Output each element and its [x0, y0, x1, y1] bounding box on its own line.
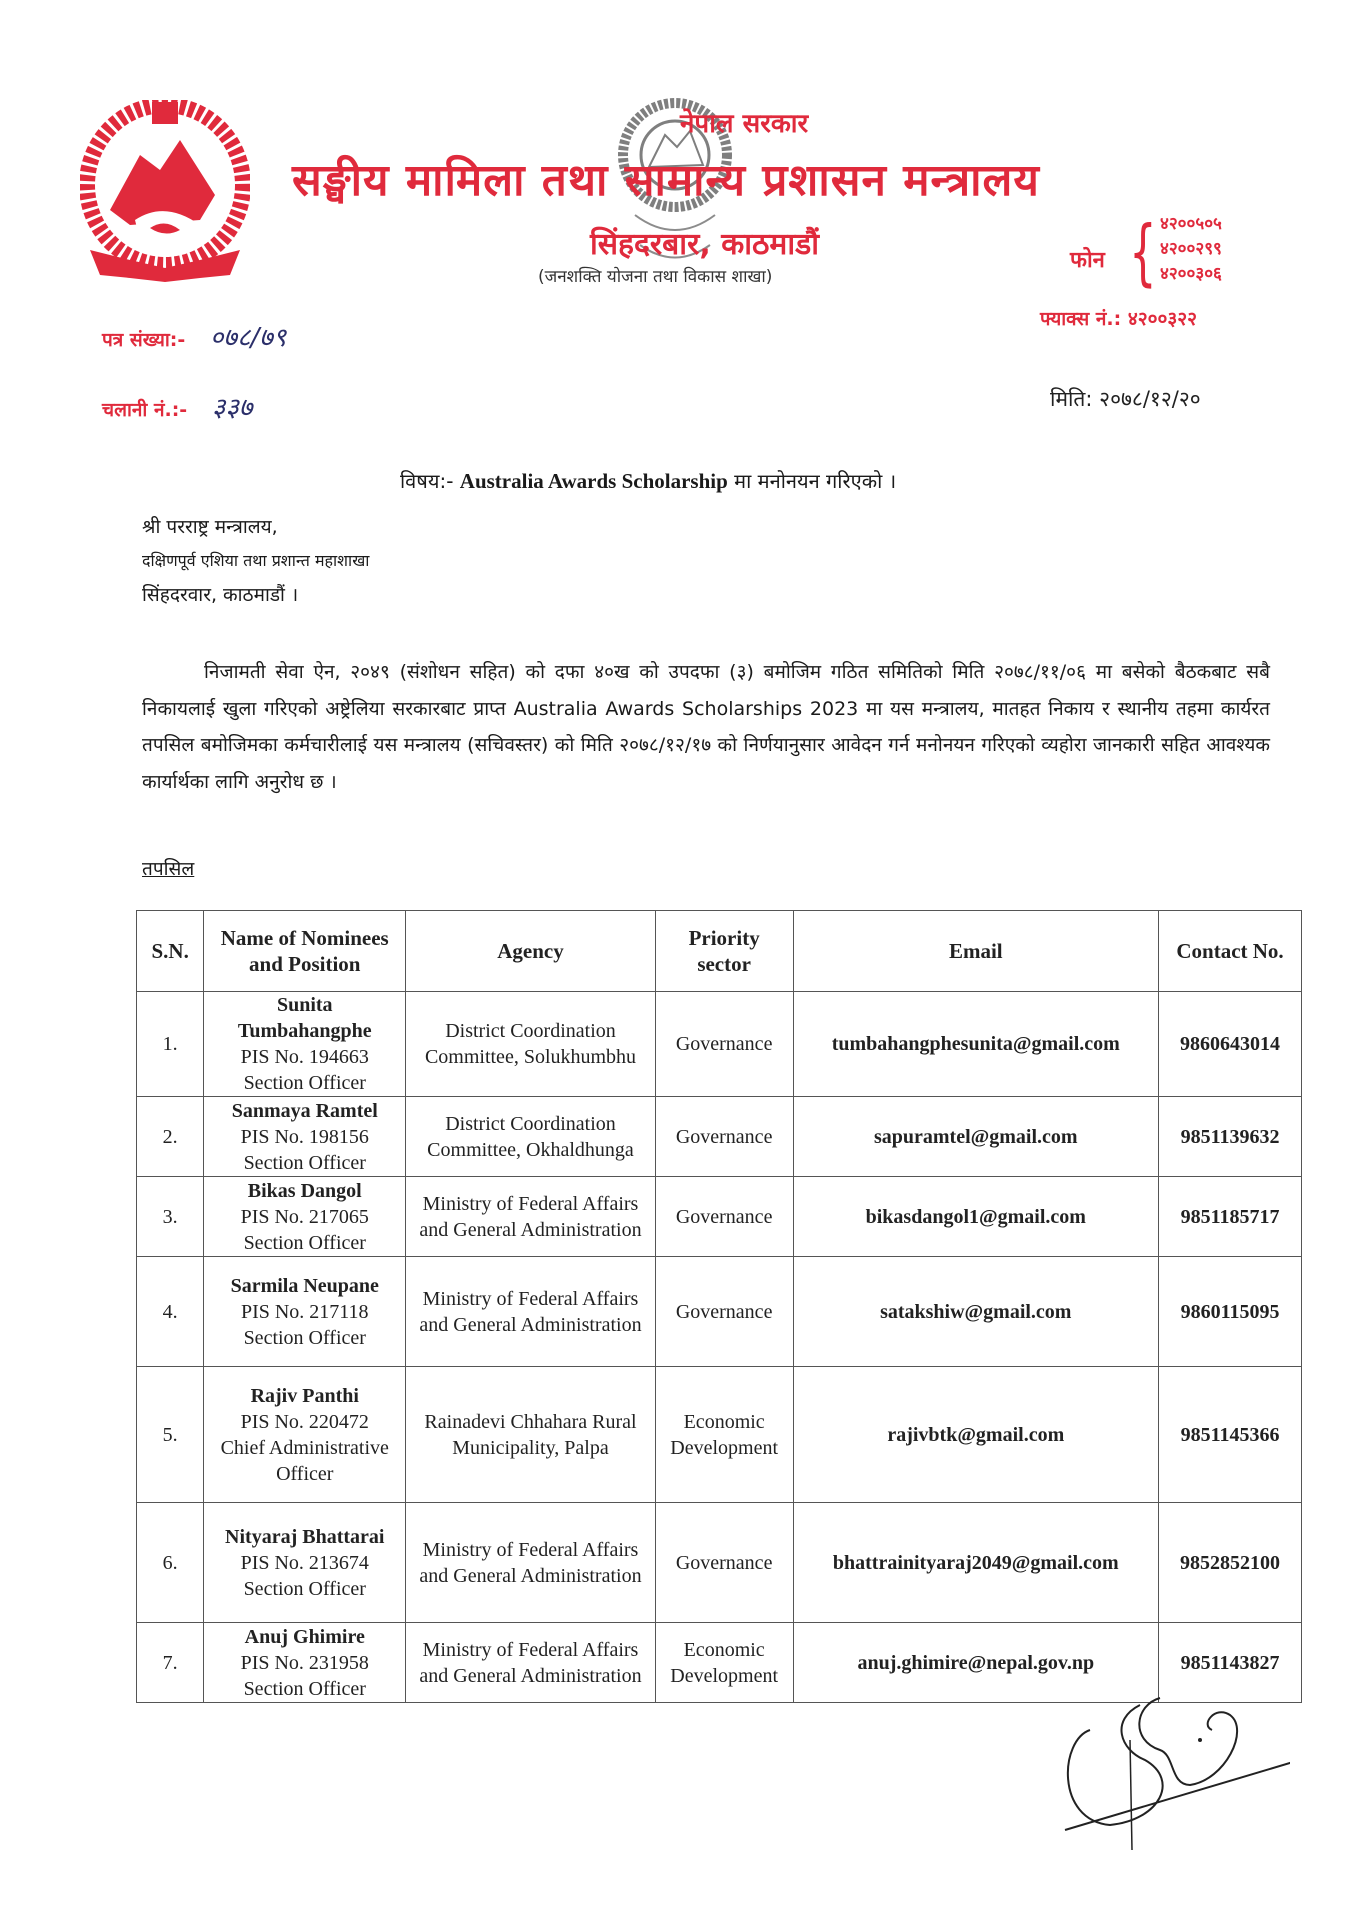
- cell-contact: 9851143827: [1159, 1623, 1302, 1703]
- fax-line: [1040, 305, 1197, 331]
- cell-sn: 2.: [137, 1097, 204, 1177]
- nominee-pis: PIS No. 220472: [240, 1410, 369, 1433]
- cell-agency: District Coordination Committee, Solukhumbhu: [406, 992, 656, 1097]
- addressee-line: सिंहदरवार, काठमाडौं ।: [142, 584, 299, 606]
- cell-nominee: [204, 992, 406, 1097]
- cell-email[interactable]: sapuramtel@gmail.com: [793, 1097, 1159, 1177]
- date-line: [1050, 385, 1201, 413]
- addressee-line: श्री परराष्ट्र मन्त्रालय,: [142, 516, 278, 538]
- table-row: [137, 1097, 1302, 1177]
- dispatch-number-value: ३३७: [211, 393, 253, 423]
- cell-nominee: [204, 1257, 406, 1367]
- subject-suffix: मा मनोनयन गरिएको ।: [734, 469, 897, 493]
- header-sector: Priority sector: [655, 911, 793, 992]
- dispatch-number-row: [102, 388, 252, 424]
- header-agency: Agency: [406, 911, 656, 992]
- cell-nominee: [204, 1367, 406, 1503]
- fax-label: फ्याक्स नं.:: [1040, 308, 1122, 330]
- phone-number: ४२००३०६: [1160, 264, 1222, 284]
- nominee-position: Chief Administrative Officer: [220, 1436, 389, 1485]
- cell-contact: 9851185717: [1159, 1177, 1302, 1257]
- cell-email[interactable]: tumbahangphesunita@gmail.com: [793, 992, 1159, 1097]
- body-paragraph: निजामती सेवा ऐन, २०४९ (संशोधन सहित) को दफा ४०ख को उपदफा (३) बमोजिम गठित समितिको मिति २०७८/११/०६ मा बसेको बैठकबाट सबै निकायलाई खुला गरिएको अष्ट्रेलिया सरकारबाट प्राप्त Australia Awards Scholarships 2023 मा यस मन्त्रालय, मातहत निकाय र स्थानीय तहमा कार्यरत तपसिल बमोजिमका कर्मचारीलाई यस मन्त्रालय (सचिवस्तर) को मिति २०७८/१२/१७ को निर्णयानुसार आवेदन गर्न मनोनयन गरिएको व्यहोरा जानकारी सहित आवश्यक कार्यार्थका लागि अनुरोध छ ।: [142, 661, 1270, 793]
- cell-nominee: [204, 1623, 406, 1703]
- nominee-position: Section Officer: [243, 1577, 366, 1600]
- letter-number-label: पत्र संख्या:-: [102, 329, 186, 351]
- table-row: [137, 992, 1302, 1097]
- phone-label: फोन: [1070, 248, 1105, 273]
- cell-sector: Economic Development: [655, 1367, 793, 1503]
- subject-label: विषय:-: [400, 469, 454, 493]
- cell-contact: 9851145366: [1159, 1367, 1302, 1503]
- details-heading: तपसिल: [142, 858, 195, 880]
- cell-sn: 1.: [137, 992, 204, 1097]
- cell-agency: Ministry of Federal Affairs and General Administration: [406, 1257, 656, 1367]
- ministry-address: सिंहदरबार, काठमाडौं: [590, 227, 819, 262]
- cell-sector: Governance: [655, 1177, 793, 1257]
- cell-sector: Governance: [655, 992, 793, 1097]
- cell-email[interactable]: bikasdangol1@gmail.com: [793, 1177, 1159, 1257]
- cell-nominee: [204, 1097, 406, 1177]
- table-row: [137, 1257, 1302, 1367]
- phone-number: ४२००५०५: [1160, 214, 1222, 234]
- cell-sn: 4.: [137, 1257, 204, 1367]
- subject-line: [400, 467, 896, 494]
- phone-number: ४२००२९९: [1160, 239, 1222, 259]
- header-email: Email: [793, 911, 1159, 992]
- date-label: मिति:: [1050, 387, 1093, 411]
- cell-contact: 9851139632: [1159, 1097, 1302, 1177]
- cell-email[interactable]: rajivbtk@gmail.com: [793, 1367, 1159, 1503]
- cell-sn: 6.: [137, 1503, 204, 1623]
- nominee-position: Section Officer: [243, 1231, 366, 1254]
- cell-sector: Governance: [655, 1503, 793, 1623]
- cell-nominee: [204, 1177, 406, 1257]
- cell-contact: 9860115095: [1159, 1257, 1302, 1367]
- header-sn: S.N.: [137, 911, 204, 992]
- cell-agency: Rainadevi Chhahara Rural Municipality, Palpa: [406, 1367, 656, 1503]
- cell-sector: Governance: [655, 1257, 793, 1367]
- date-value: २०७८/१२/२०: [1099, 387, 1201, 411]
- nepal-emblem-icon: [80, 100, 250, 290]
- nominee-name: Anuj Ghimire: [244, 1625, 365, 1648]
- cell-contact: 9860643014: [1159, 992, 1302, 1097]
- dispatch-number-label: चलानी नं.:-: [102, 399, 188, 421]
- nominee-name: Sunita Tumbahangphe: [237, 994, 372, 1042]
- nominee-position: Section Officer: [243, 1677, 366, 1700]
- cell-agency: Ministry of Federal Affairs and General Administration: [406, 1623, 656, 1703]
- cell-sn: 5.: [137, 1367, 204, 1503]
- cell-sn: 3.: [137, 1177, 204, 1257]
- nominee-name: Rajiv Panthi: [250, 1384, 359, 1407]
- nominee-pis: PIS No. 231958: [240, 1651, 369, 1674]
- signature-icon: [1050, 1690, 1290, 1850]
- header-name: Name of Nominees and Position: [204, 911, 406, 992]
- cell-agency: Ministry of Federal Affairs and General Administration: [406, 1177, 656, 1257]
- nominees-table: [136, 910, 1302, 1703]
- nominee-name: Sanmaya Ramtel: [231, 1099, 378, 1122]
- letter-number-row: [102, 318, 286, 354]
- cell-email[interactable]: satakshiw@gmail.com: [793, 1257, 1159, 1367]
- nominee-pis: PIS No. 217118: [240, 1300, 369, 1323]
- nominee-name: Sarmila Neupane: [230, 1274, 379, 1297]
- branch-name: (जनशक्ति योजना तथा विकास शाखा): [538, 267, 773, 287]
- government-label: नेपाल सरकार: [680, 109, 809, 139]
- nominee-pis: PIS No. 213674: [240, 1551, 369, 1574]
- nominee-position: Section Officer: [243, 1326, 366, 1349]
- nominee-pis: PIS No. 217065: [240, 1205, 369, 1228]
- cell-nominee: [204, 1503, 406, 1623]
- cell-email[interactable]: bhattrainityaraj2049@gmail.com: [793, 1503, 1159, 1623]
- cell-agency: District Coordination Committee, Okhaldhunga: [406, 1097, 656, 1177]
- nominee-position: Section Officer: [243, 1072, 366, 1094]
- cell-sector: Governance: [655, 1097, 793, 1177]
- fax-number: ४२००३२२: [1127, 308, 1198, 330]
- addressee-line: दक्षिणपूर्व एशिया तथा प्रशान्त महाशाखा: [142, 551, 370, 570]
- subject-title: Australia Awards Scholarship: [459, 469, 728, 493]
- nominee-position: Section Officer: [243, 1151, 366, 1174]
- cell-sector: Economic Development: [655, 1623, 793, 1703]
- nominee-name: Bikas Dangol: [247, 1179, 362, 1202]
- table-row: [137, 1177, 1302, 1257]
- ministry-title: सङ्घीय मामिला तथा सामान्य प्रशासन मन्त्रालय: [292, 155, 1040, 206]
- cell-contact: 9852852100: [1159, 1503, 1302, 1623]
- cell-email[interactable]: anuj.ghimire@nepal.gov.np: [793, 1623, 1159, 1703]
- nominee-name: Nityaraj Bhattarai: [225, 1525, 385, 1548]
- cell-sn: 7.: [137, 1623, 204, 1703]
- cell-agency: Ministry of Federal Affairs and General Administration: [406, 1503, 656, 1623]
- brace-icon: {: [1129, 210, 1157, 294]
- table-header-row: [137, 911, 1302, 992]
- header-contact: Contact No.: [1159, 911, 1302, 992]
- table-row: [137, 1367, 1302, 1503]
- nominee-pis: PIS No. 198156: [240, 1125, 369, 1148]
- letter-number-value: ०७८/७९: [209, 323, 287, 353]
- table-row: [137, 1503, 1302, 1623]
- nominee-pis: PIS No. 194663: [240, 1046, 369, 1068]
- addressee-block: [142, 510, 369, 612]
